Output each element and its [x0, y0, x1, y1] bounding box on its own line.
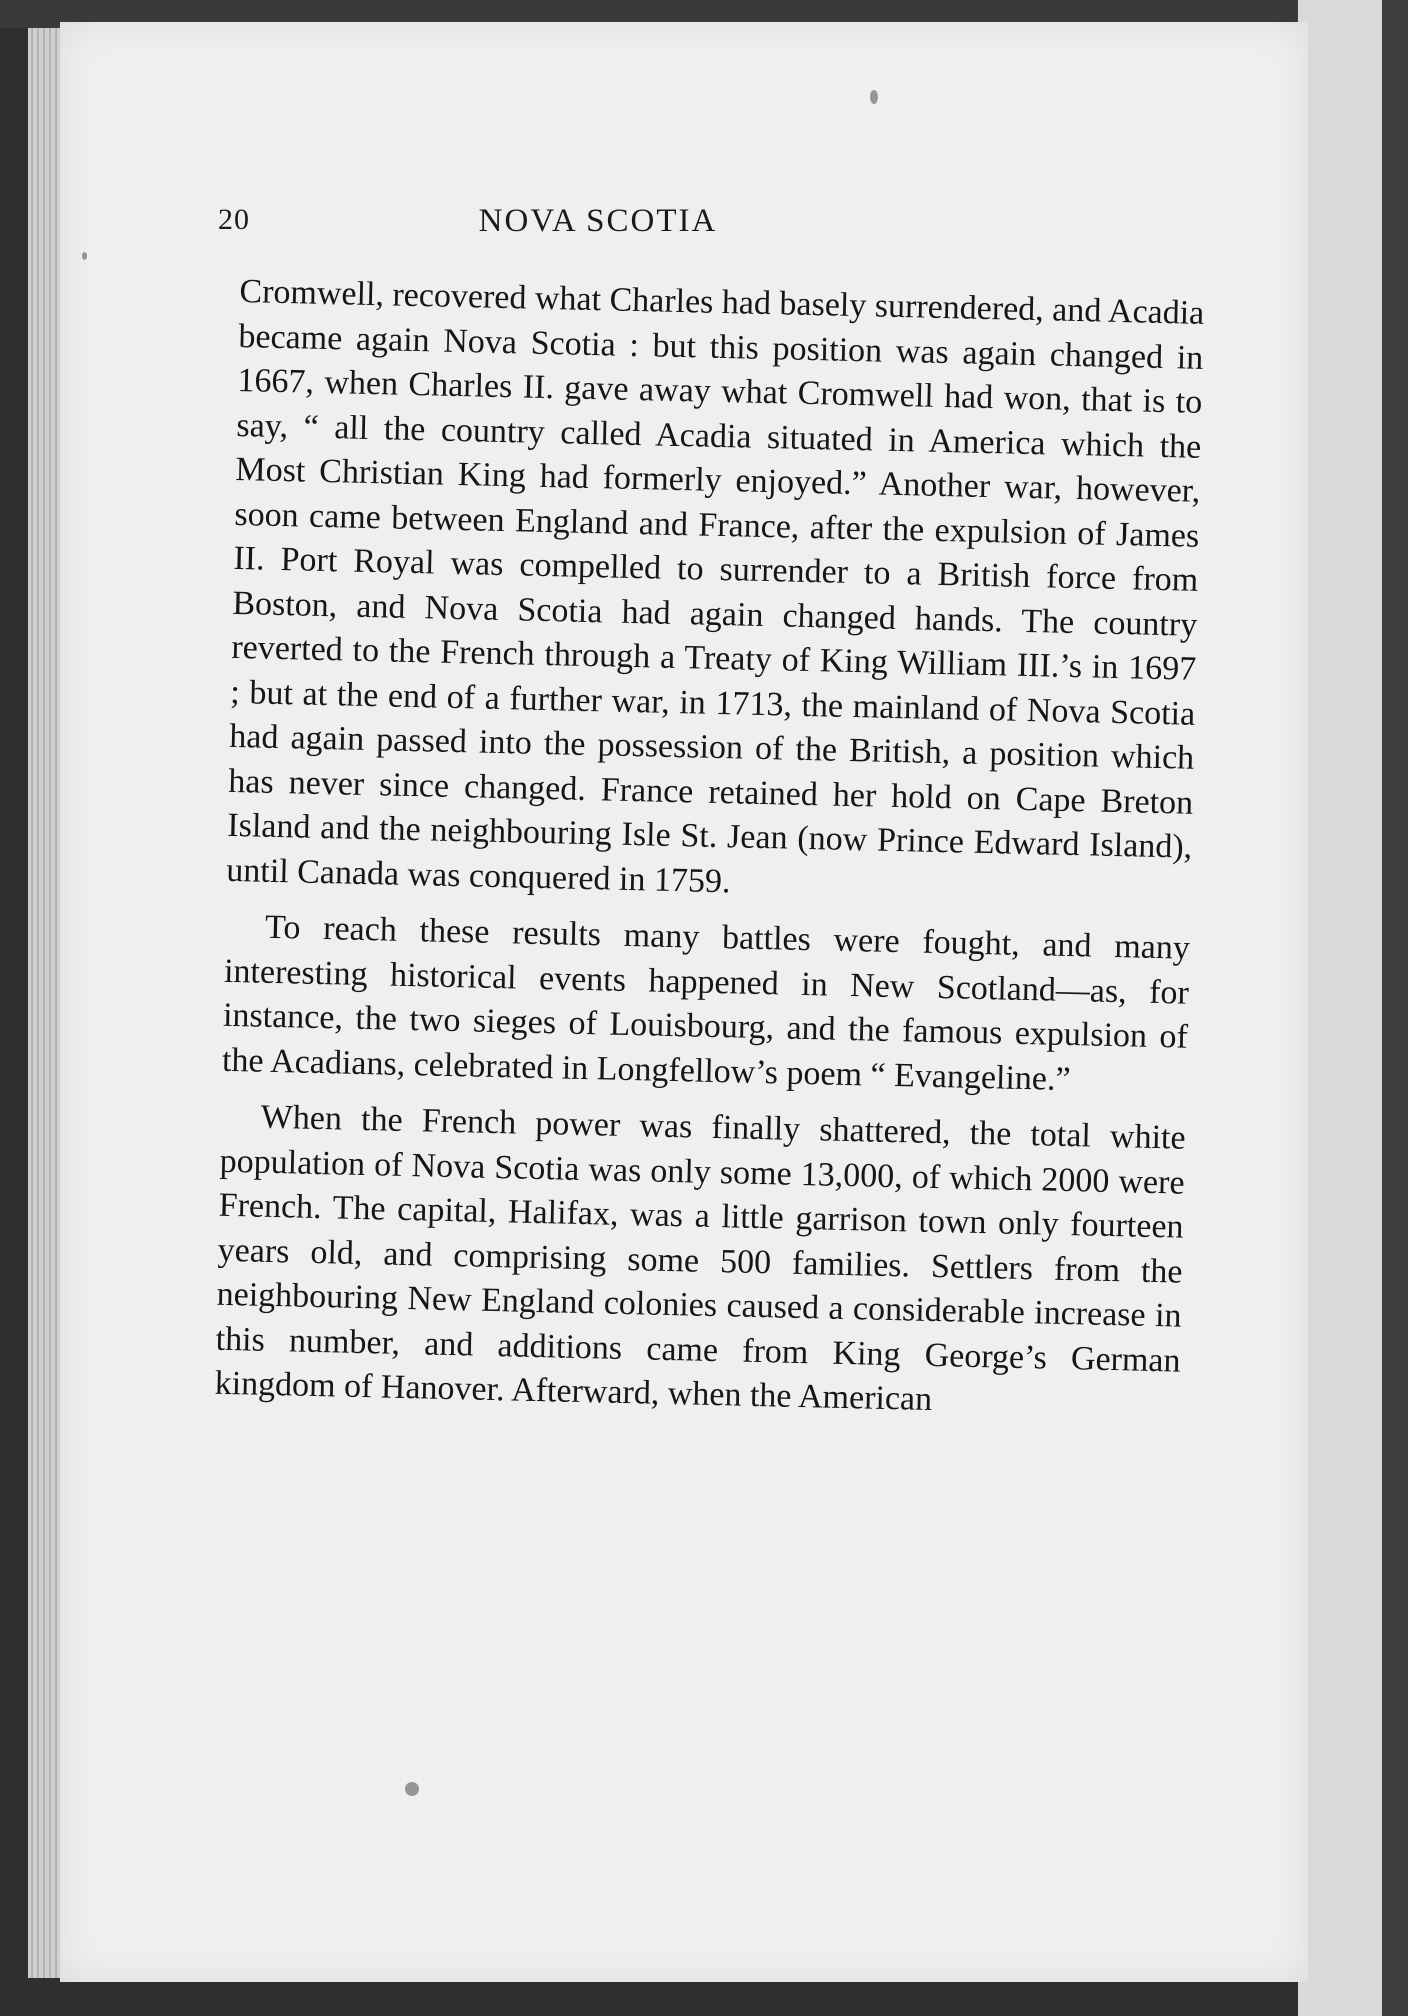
- running-title: NOVA SCOTIA: [478, 203, 718, 239]
- ink-speck: [870, 90, 878, 104]
- running-head: [218, 203, 978, 247]
- paragraph-2: To reach these results many battles were fought, and many interesting historical events happened in New Scotland—as, for instance, the two sieges of Louisbourg, and the famous expulsion of the Acadians, celebrated in Longfellow’s poem “ Evangeline.”: [221, 908, 1191, 1098]
- scan-background-right: [1382, 0, 1408, 2016]
- ink-speck: [82, 252, 87, 260]
- paragraph-1: Cromwell, recovered what Charles had basely surrendered, and Acadia became again Nova Scotia : but this position was again changed in 1667, when Charles II. gave away what Cromwell had won, that is to say, “ all the country called Acadia situated in America which the Most Christian King had formerly enjoyed.” Another war, however, soon came between England and France, after the expulsion of James II. Port Royal was compelled to surrender to a British force from Boston, and Nova Scotia had again changed hands. The country reverted to the French through a Treaty of King William III.’s in 1697 ; but at the end of a further war, in 1713, the mainland of Nova Scotia had again passed into the possession of the British, a position which has never since changed. France retained her hold on Cape Breton Island and the neighbouring Isle St. Jean (now Prince Edward Island), until Canada was conquered in 1759.: [225, 272, 1205, 900]
- body-text: [214, 270, 1205, 1440]
- paragraph-3: When the French power was finally shattered, the total white population of Nova Scotia was only some 13,000, of which 2000 were French. The capital, Halifax, was a little garrison town only fourteen years old, and comprising some 500 families. Settlers from the neighbouring New England colonies caused a considerable increase in this number, and additions came from King George’s German kingdom of Hanover. Afterward, when the American: [214, 1098, 1186, 1418]
- ink-speck: [405, 1782, 419, 1796]
- page-number: 20: [218, 203, 250, 236]
